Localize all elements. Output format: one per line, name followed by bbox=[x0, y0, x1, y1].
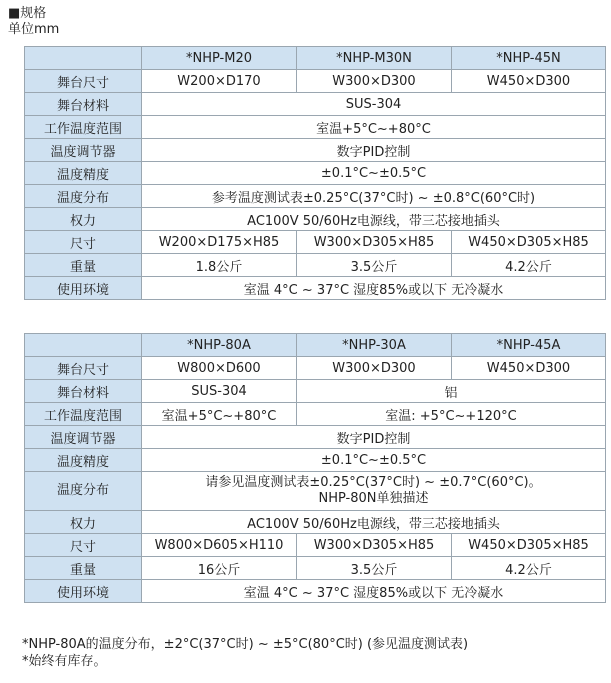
row-label: 舞台材料 bbox=[25, 380, 142, 403]
row-label: 使用环境 bbox=[25, 580, 142, 603]
row-label: 权力 bbox=[25, 208, 142, 231]
table-row bbox=[25, 185, 606, 208]
section-heading: ■规格 bbox=[8, 6, 47, 21]
cell-value: 室温: +5°C~+120°C bbox=[297, 403, 606, 426]
cell-value: 铝 bbox=[297, 380, 606, 403]
table-row bbox=[25, 254, 606, 277]
table-row bbox=[25, 208, 606, 231]
row-label: 舞台尺寸 bbox=[25, 357, 142, 380]
header-corner-cell bbox=[25, 47, 142, 70]
row-label: 重量 bbox=[25, 557, 142, 580]
row-label: 温度精度 bbox=[25, 162, 142, 185]
table-row bbox=[25, 580, 606, 603]
table-row bbox=[25, 231, 606, 254]
cell-value: 室温 4°C ~ 37°C 湿度85%或以下 无冷凝水 bbox=[142, 580, 606, 603]
row-label: 温度调节器 bbox=[25, 139, 142, 162]
cell-value: AC100V 50/60Hz电源线，带三芯接地插头 bbox=[142, 511, 606, 534]
cell-value: 1.8公斤 bbox=[142, 254, 297, 277]
cell-value: 3.5公斤 bbox=[297, 254, 452, 277]
table-row bbox=[25, 472, 606, 511]
cell-value: 室温 4°C ~ 37°C 湿度85%或以下 无冷凝水 bbox=[142, 277, 606, 300]
row-label: 舞台尺寸 bbox=[25, 70, 142, 93]
unit-label: 单位mm bbox=[8, 22, 60, 37]
cell-value: 参考温度测试表±0.25°C(37°C时) ~ ±0.8°C(60°C时) bbox=[142, 185, 606, 208]
cell-value: W450×D300 bbox=[452, 357, 606, 380]
table-row bbox=[25, 534, 606, 557]
cell-value-multiline bbox=[142, 472, 606, 511]
cell-value: 4.2公斤 bbox=[452, 557, 606, 580]
model-header: *NHP-M30N bbox=[297, 47, 452, 70]
cell-value: W300×D300 bbox=[297, 70, 452, 93]
header-corner-cell bbox=[25, 334, 142, 357]
cell-value: ±0.1°C~±0.5°C bbox=[142, 162, 606, 185]
cell-line: NHP-80N单独描述 bbox=[318, 491, 429, 506]
cell-line: 请参见温度测试表±0.25°C(37°C时) ~ ±0.7°C(60°C)。 bbox=[205, 475, 542, 490]
table-row bbox=[25, 139, 606, 162]
model-header: *NHP-M20 bbox=[142, 47, 297, 70]
cell-value: W300×D305×H85 bbox=[297, 534, 452, 557]
table-header-row bbox=[25, 334, 606, 357]
table-row bbox=[25, 449, 606, 472]
table-row bbox=[25, 557, 606, 580]
table-row bbox=[25, 380, 606, 403]
row-label: 重量 bbox=[25, 254, 142, 277]
row-label: 温度精度 bbox=[25, 449, 142, 472]
table-row bbox=[25, 116, 606, 139]
cell-value: W450×D300 bbox=[452, 70, 606, 93]
cell-value: W450×D305×H85 bbox=[452, 534, 606, 557]
table-row bbox=[25, 426, 606, 449]
cell-value: W800×D600 bbox=[142, 357, 297, 380]
row-label: 尺寸 bbox=[25, 534, 142, 557]
cell-value: 数字PID控制 bbox=[142, 426, 606, 449]
cell-value: 数字PID控制 bbox=[142, 139, 606, 162]
cell-value: W800×D605×H110 bbox=[142, 534, 297, 557]
footnote: *始终有库存。 bbox=[22, 654, 107, 669]
spec-table-2 bbox=[24, 333, 606, 603]
row-label: 权力 bbox=[25, 511, 142, 534]
cell-value: 室温+5°C~+80°C bbox=[142, 116, 606, 139]
cell-value: W200×D175×H85 bbox=[142, 231, 297, 254]
row-label: 工作温度范围 bbox=[25, 403, 142, 426]
cell-value: SUS-304 bbox=[142, 380, 297, 403]
table-row bbox=[25, 277, 606, 300]
table-header-row bbox=[25, 47, 606, 70]
model-header: *NHP-45A bbox=[452, 334, 606, 357]
table-row bbox=[25, 162, 606, 185]
cell-value: SUS-304 bbox=[142, 93, 606, 116]
table-row bbox=[25, 511, 606, 534]
row-label: 工作温度范围 bbox=[25, 116, 142, 139]
cell-value: W300×D300 bbox=[297, 357, 452, 380]
spec-table-1 bbox=[24, 46, 606, 300]
row-label: 舞台材料 bbox=[25, 93, 142, 116]
cell-value: W300×D305×H85 bbox=[297, 231, 452, 254]
cell-value: W450×D305×H85 bbox=[452, 231, 606, 254]
row-label: 尺寸 bbox=[25, 231, 142, 254]
footnotes bbox=[22, 636, 468, 670]
table-row bbox=[25, 70, 606, 93]
model-header: *NHP-30A bbox=[297, 334, 452, 357]
table-row bbox=[25, 403, 606, 426]
row-label: 温度调节器 bbox=[25, 426, 142, 449]
footnote: *NHP-80A的温度分布，±2°C(37°C时) ~ ±5°C(80°C时) (参见温度测试表) bbox=[22, 637, 469, 652]
cell-value: 4.2公斤 bbox=[452, 254, 606, 277]
cell-value: 室温+5°C~+80°C bbox=[142, 403, 297, 426]
cell-value: 3.5公斤 bbox=[297, 557, 452, 580]
cell-value: AC100V 50/60Hz电源线，带三芯接地插头 bbox=[142, 208, 606, 231]
cell-value: 16公斤 bbox=[142, 557, 297, 580]
row-label: 使用环境 bbox=[25, 277, 142, 300]
table-row bbox=[25, 357, 606, 380]
model-header: *NHP-45N bbox=[452, 47, 606, 70]
row-label: 温度分布 bbox=[25, 185, 142, 208]
cell-value: W200×D170 bbox=[142, 70, 297, 93]
model-header: *NHP-80A bbox=[142, 334, 297, 357]
cell-value: ±0.1°C~±0.5°C bbox=[142, 449, 606, 472]
table-row bbox=[25, 93, 606, 116]
row-label: 温度分布 bbox=[25, 472, 142, 511]
